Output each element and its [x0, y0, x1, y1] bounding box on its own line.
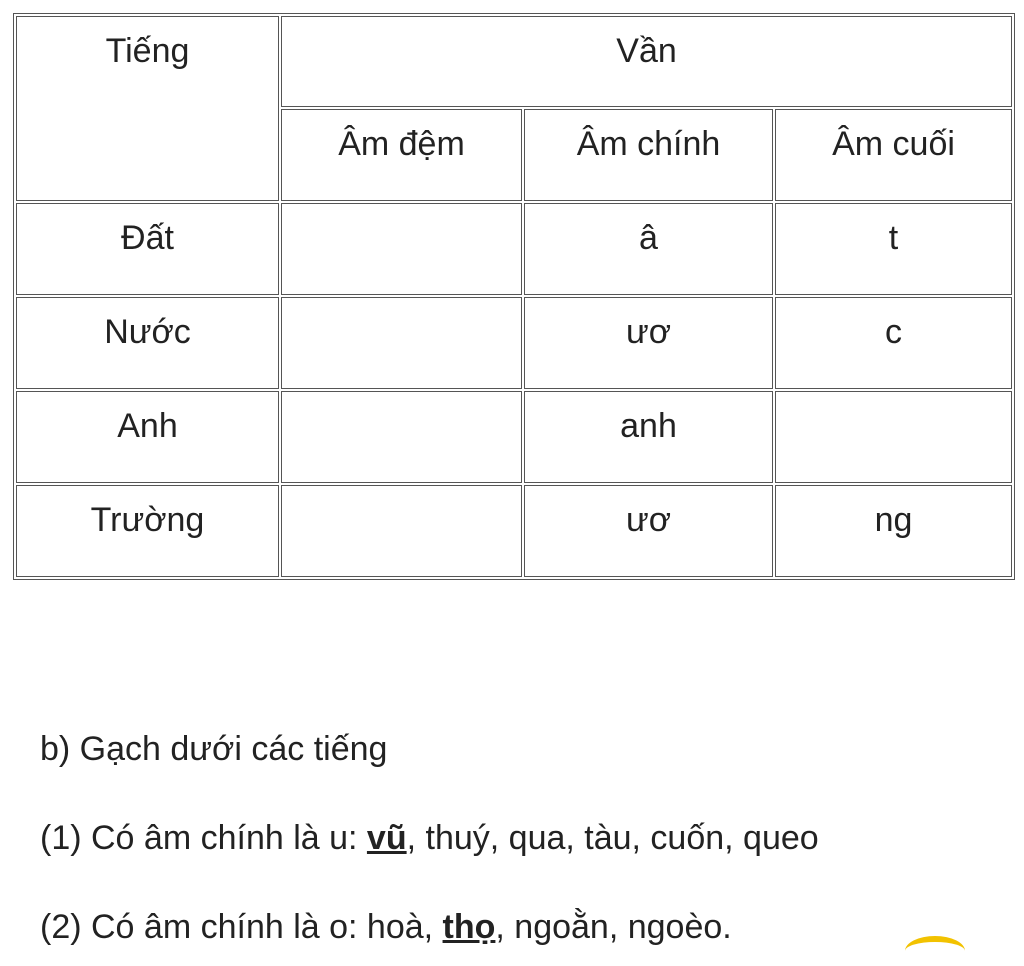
cell-tieng: Nước — [16, 297, 279, 389]
cell-tieng: Đất — [16, 203, 279, 295]
cell-am-chinh: ươ — [524, 297, 773, 389]
item2-underlined-word: thọ — [442, 908, 496, 946]
syllable-table-container — [13, 13, 1011, 580]
cell-am-cuoi: t — [775, 203, 1012, 295]
cell-am-dem — [281, 297, 522, 389]
header-am-chinh: Âm chính — [524, 109, 773, 201]
cell-tieng: Anh — [16, 391, 279, 483]
syllable-structure-table — [13, 13, 1015, 580]
item2-prefix: (2) Có âm chính là o: hoà, — [40, 908, 443, 946]
cell-am-dem — [281, 391, 522, 483]
decorative-arc-icon — [905, 936, 965, 966]
cell-am-chinh: ươ — [524, 485, 773, 577]
item2-rest: , ngoằn, ngoèo. — [495, 908, 732, 946]
header-am-cuoi: Âm cuối — [775, 109, 1012, 201]
cell-am-chinh: â — [524, 203, 773, 295]
cell-tieng: Trường — [16, 485, 279, 577]
section-b-heading: b) Gạch dưới các tiếng — [40, 730, 388, 768]
header-tieng: Tiếng — [16, 16, 279, 201]
cell-am-chinh: anh — [524, 391, 773, 483]
item1-prefix: (1) Có âm chính là u: — [40, 819, 367, 857]
cell-am-cuoi: c — [775, 297, 1012, 389]
cell-am-dem — [281, 485, 522, 577]
table-row — [16, 391, 1012, 483]
cell-am-cuoi: ng — [775, 485, 1012, 577]
item1-rest: , thuý, qua, tàu, cuốn, queo — [406, 819, 819, 857]
cell-am-dem — [281, 203, 522, 295]
item1-underlined-word: vũ — [366, 819, 407, 857]
table-header-row — [16, 16, 1012, 107]
table-row — [16, 297, 1012, 389]
cell-am-cuoi — [775, 391, 1012, 483]
exercise-item-1 — [40, 818, 819, 858]
exercise-item-2 — [40, 907, 732, 947]
table-row — [16, 485, 1012, 577]
header-van: Vần — [281, 16, 1012, 107]
header-am-dem: Âm đệm — [281, 109, 522, 201]
table-row — [16, 203, 1012, 295]
